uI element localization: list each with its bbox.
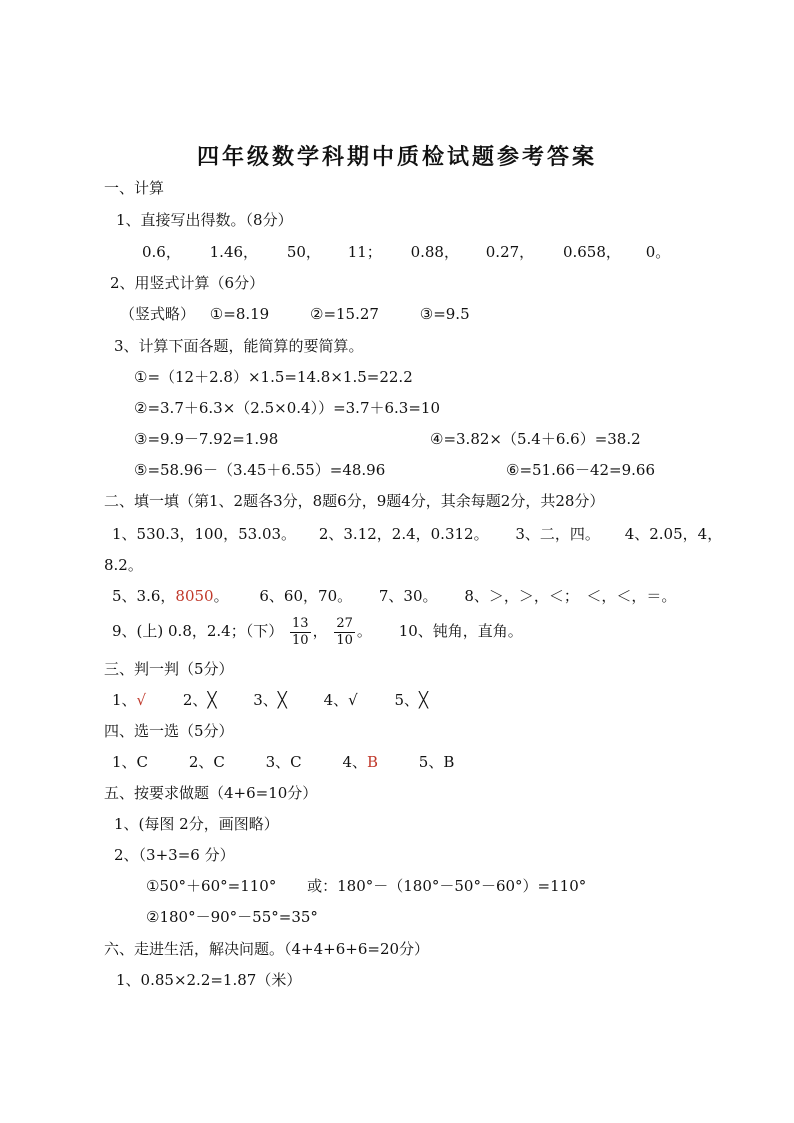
fraction-numerator: 13 — [292, 615, 309, 631]
fraction-denominator: 10 — [336, 632, 353, 648]
answer-red: 8050 — [175, 587, 214, 605]
s1-q3-5: ⑤=58.96－（3.45＋6.55）=48.96 — [134, 461, 386, 479]
s3-answers — [112, 690, 428, 710]
answer: 6、60，70。 — [259, 587, 353, 605]
item-number: 1、 — [112, 753, 137, 771]
item-number: 5、 — [394, 691, 420, 709]
s1-q3-3: ③=9.9－7.92=1.98 — [134, 430, 279, 448]
fraction — [334, 616, 355, 649]
answer: 。 — [356, 622, 372, 640]
answer-alt: 或：180°－（180°－50°－60°）=110° — [307, 877, 587, 895]
answer: 3、二，四。 — [515, 525, 600, 543]
s5-q1: 1、(每图 2分，画图略） — [114, 815, 279, 833]
answer: 1、530.3，100，53.03。 — [112, 525, 297, 543]
section-1-heading: 一、计算 — [104, 179, 165, 197]
answer: 0.658， — [562, 243, 621, 261]
s2-row-2 — [112, 586, 676, 606]
cross-mark-icon: ╳ — [419, 691, 429, 709]
section-5-heading: 五、按要求做题（4+6=10分） — [104, 784, 318, 802]
answer: 5、3.6， — [112, 587, 176, 605]
s1-q1-answers — [142, 242, 670, 262]
answer: 4、2.05，4， — [624, 525, 723, 543]
s5-q2: 2、（3+3=6 分） — [114, 846, 235, 864]
fraction-denominator: 10 — [292, 632, 309, 648]
s6-q1: 1、0.85×2.2=1.87（米） — [116, 971, 302, 989]
answer: 0.27， — [485, 243, 535, 261]
answer: C — [213, 753, 225, 771]
answer: B — [443, 753, 455, 771]
s1-q3-4: ④=3.82×（5.4＋6.6）=38.2 — [430, 430, 641, 448]
s1-q3-2: ②=3.7＋6.3×（2.5×0.4））=3.7＋6.3=10 — [134, 399, 441, 417]
cross-mark-icon: ╳ — [207, 691, 217, 709]
answer: 2、3.12，2.4，0.312。 — [318, 525, 489, 543]
s2-row-1 — [112, 524, 722, 544]
item-number: 3、 — [253, 691, 278, 709]
section-4-heading: 四、选一选（5分） — [104, 722, 234, 740]
answer: （竖式略） — [120, 305, 196, 323]
answer: 50， — [286, 243, 321, 261]
cross-mark-icon: ╳ — [277, 691, 287, 709]
answer: 7、30。 — [378, 587, 438, 605]
s1-q1: 1、直接写出得数。（8分） — [116, 211, 293, 229]
answer: ③=9.5 — [419, 305, 470, 323]
separator: ， — [312, 622, 328, 640]
s5-q2-1 — [146, 876, 586, 896]
answer: 1.46， — [209, 243, 259, 261]
item-number: 1、 — [112, 691, 137, 709]
section-3-heading: 三、判一判（5分） — [104, 660, 234, 678]
s1-q2-answers — [120, 304, 470, 324]
answer: ②=15.27 — [310, 305, 379, 323]
item-number: 3、 — [265, 753, 291, 771]
answer: 9、(上) 0.8，2.4；（下） — [112, 622, 284, 640]
answer: 。 — [213, 587, 229, 605]
s1-q3-1: ①=（12＋2.8）×1.5=14.8×1.5=22.2 — [134, 368, 413, 386]
check-mark-icon: √ — [136, 691, 147, 709]
s1-q2: 2、用竖式计算（6分） — [110, 274, 265, 292]
item-number: 5、 — [418, 753, 444, 771]
section-6-heading: 六、走进生活，解决问题。（4+4+6+6=20分） — [104, 940, 430, 958]
answer-red: B — [366, 753, 379, 771]
s1-q3-6: ⑥=51.66－42=9.66 — [506, 461, 656, 479]
item-number: 4、 — [323, 691, 349, 709]
item-number: 2、 — [182, 691, 208, 709]
answer: ①50°＋60°=110° — [146, 877, 277, 895]
answer: 10、钝角，直角。 — [398, 622, 523, 640]
s1-q3: 3、计算下面各题，能简算的要简算。 — [114, 337, 364, 355]
s4-answers — [112, 752, 454, 772]
answer: 8、＞，＞，＜； ＜，＜，＝。 — [464, 587, 677, 605]
fraction-numerator: 27 — [336, 615, 353, 631]
s2-a4-cont: 8.2。 — [104, 556, 143, 574]
s2-row-3 — [112, 612, 523, 650]
s5-q2-2: ②180°－90°－55°=35° — [146, 908, 318, 926]
check-mark-icon: √ — [348, 691, 358, 709]
answer: 11； — [347, 243, 382, 261]
item-number: 2、 — [188, 753, 214, 771]
answer: C — [136, 753, 149, 771]
fraction — [290, 616, 311, 649]
page-title: 四年级数学科期中质检试题参考答案 — [196, 144, 597, 170]
answer: C — [290, 753, 302, 771]
answer: 0.6， — [142, 243, 181, 261]
answer: ①=8.19 — [209, 305, 270, 323]
item-number: 4、 — [342, 753, 367, 771]
answer: 0.88， — [410, 243, 459, 261]
answer: 0。 — [645, 243, 671, 261]
section-2-heading: 二、填一填（第1、2题各3分，8题6分，9题4分，其余每题2分，共28分） — [104, 492, 605, 510]
